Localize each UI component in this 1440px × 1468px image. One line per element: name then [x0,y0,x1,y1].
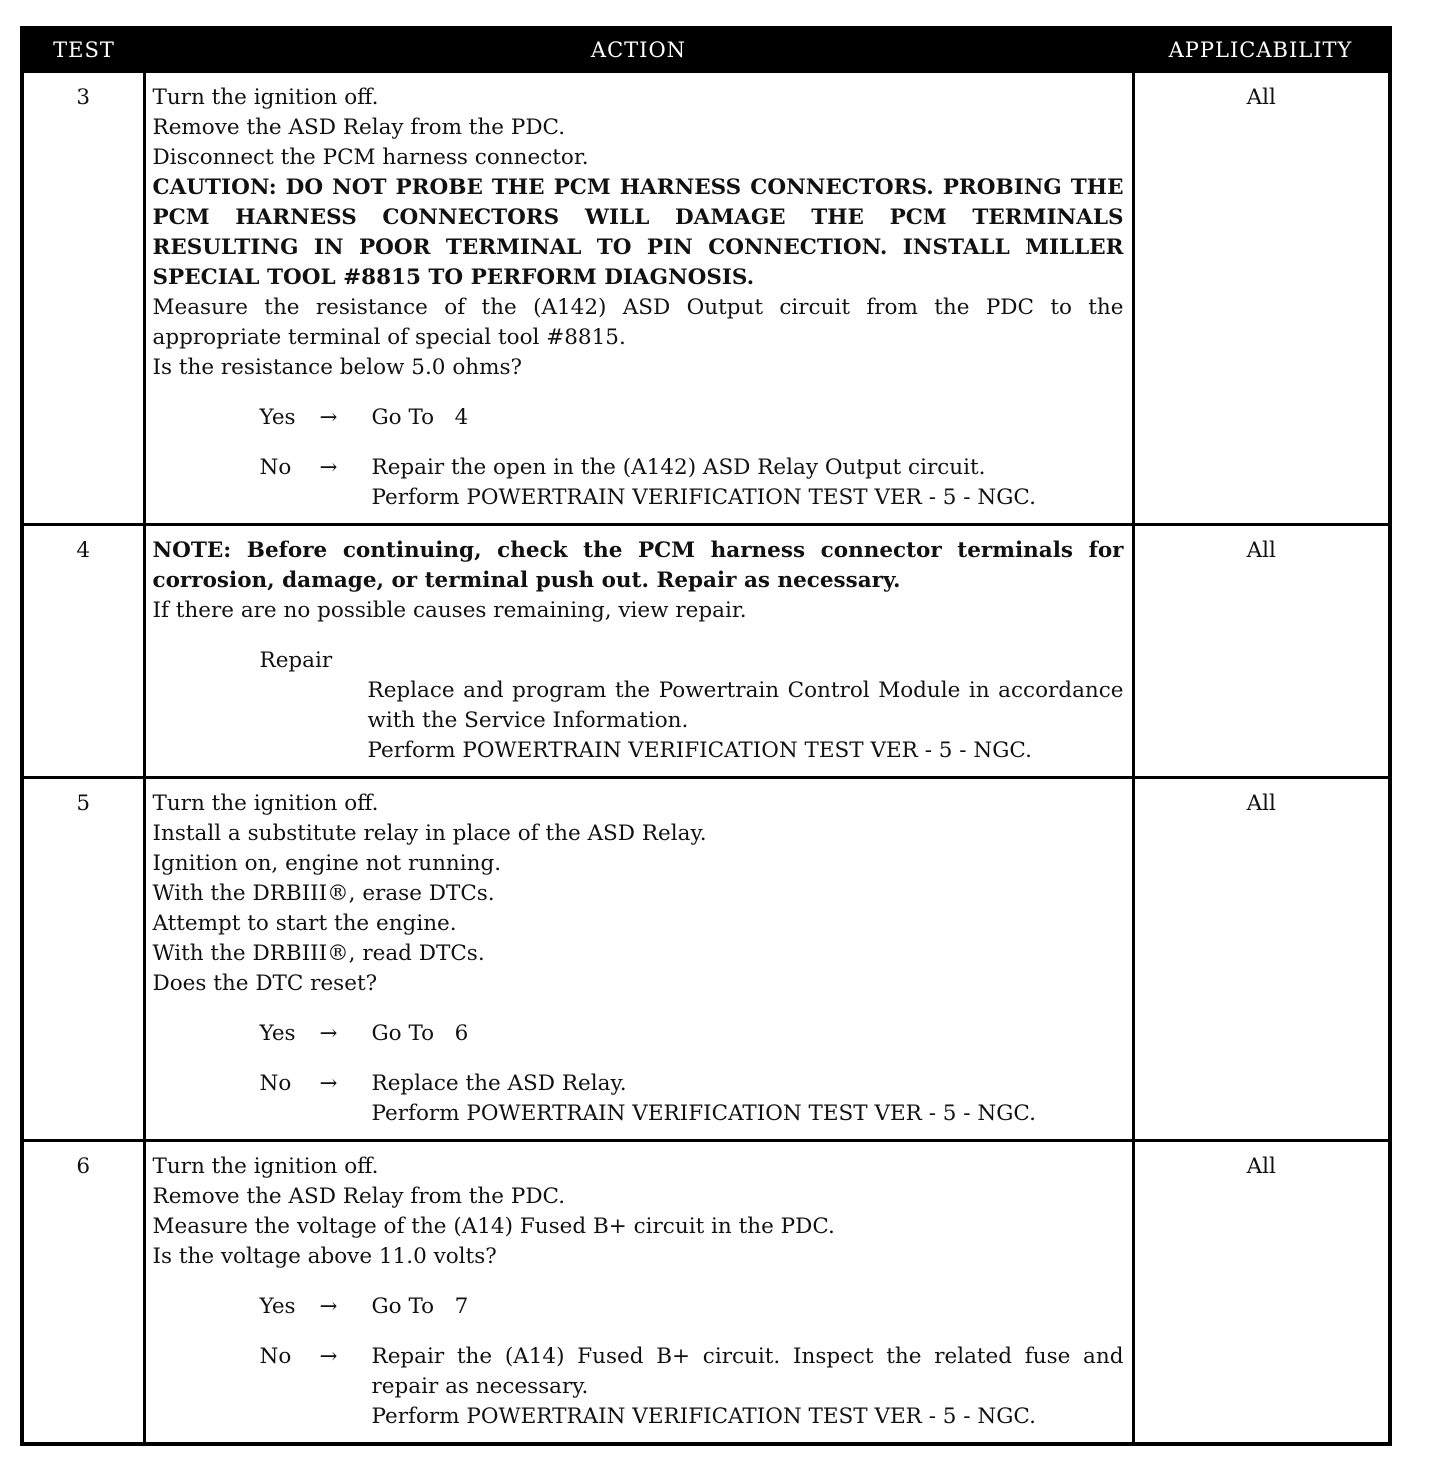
no-label: No [259,1344,292,1369]
table-row [22,72,1390,525]
yes-branch [260,1019,1124,1049]
no-perform-text: Perform POWERTRAIN VERIFICATION TEST VER - 5 - NGC. [371,1404,1036,1429]
applicability-value: All [1133,525,1390,778]
no-label: No [259,1071,292,1096]
action-cell [144,525,1133,778]
test-table [20,26,1392,1446]
applicability-value: All [1133,778,1390,1141]
arrow-right-icon: → [319,1071,338,1096]
arrow-right-icon: → [319,1344,338,1369]
yes-branch [260,1292,1124,1322]
yes-text: Go To 7 [371,1294,469,1319]
step-text: Measure the voltage of the (A14) Fused B+ circuit in the PDC. [152,1214,835,1239]
step-text: Turn the ignition off. [152,1154,379,1179]
no-text: Repair the (A14) Fused B+ circuit. Inspect the related fuse and repair as necessary. [371,1344,1124,1399]
test-number: 3 [22,72,144,525]
note-text: NOTE: Before continuing, check the PCM harness connector terminals for corrosion, damage, or terminal push out. Repair as necessary. [152,538,1124,593]
test-number: 5 [22,778,144,1141]
action-cell [144,72,1133,525]
arrow-right-icon: → [319,405,338,430]
arrow-right-icon: → [319,455,338,480]
diagnostic-procedure-table [20,26,1388,1446]
table-row [22,778,1390,1141]
no-text: Replace the ASD Relay. [371,1071,627,1096]
no-branch [260,453,1124,513]
step-text: Disconnect the PCM harness connector. [152,145,589,170]
table-row [22,1141,1390,1445]
step-text: Ignition on, engine not running. [152,851,502,876]
no-branch [260,1069,1124,1129]
question-text: Is the resistance below 5.0 ohms? [152,355,523,380]
step-text: Measure the resistance of the (A142) ASD Output circuit from the PDC to the appropriate terminal of special tool #8815. [152,295,1124,350]
step-text: Attempt to start the engine. [152,911,457,936]
action-cell [144,1141,1133,1445]
action-cell [144,778,1133,1141]
step-text: Turn the ignition off. [152,85,379,110]
yes-label: Yes [259,1294,296,1319]
table-row [22,525,1390,778]
yes-label: Yes [259,405,296,430]
arrow-right-icon: → [319,1021,338,1046]
header-applicability: APPLICABILITY [1133,28,1390,72]
no-label: No [259,455,292,480]
applicability-value: All [1133,1141,1390,1445]
step-text: With the DRBIII®, erase DTCs. [152,881,495,906]
step-text: With the DRBIII®, read DTCs. [152,941,485,966]
step-text: If there are no possible causes remaining, view repair. [152,598,747,623]
test-number: 4 [22,525,144,778]
table-header-row [22,28,1390,72]
step-text: Remove the ASD Relay from the PDC. [152,1184,566,1209]
test-number: 6 [22,1141,144,1445]
no-text: Repair the open in the (A142) ASD Relay Output circuit. [371,455,986,480]
applicability-value: All [1133,72,1390,525]
step-text: Remove the ASD Relay from the PDC. [152,115,566,140]
step-text: Install a substitute relay in place of the ASD Relay. [152,821,707,846]
caution-text: CAUTION: DO NOT PROBE THE PCM HARNESS CONNECTORS. PROBING THE PCM HARNESS CONNECTORS WILL DAMAGE THE PCM TERMINALS RESULTING IN POOR TERMINAL TO PIN CONNECTION. INSTALL MILLER SPECIAL TOOL #8815 TO PERFORM DIAGNOSIS. [152,175,1124,290]
yes-branch [260,403,1124,433]
no-perform-text: Perform POWERTRAIN VERIFICATION TEST VER - 5 - NGC. [371,1101,1036,1126]
question-text: Does the DTC reset? [152,971,378,996]
yes-text: Go To 6 [371,1021,469,1046]
repair-text: Replace and program the Powertrain Control Module in accordance with the Service Information. [367,678,1124,733]
no-perform-text: Perform POWERTRAIN VERIFICATION TEST VER - 5 - NGC. [371,485,1036,510]
repair-label: Repair [259,648,333,673]
no-branch [260,1342,1124,1432]
arrow-right-icon: → [319,1294,338,1319]
question-text: Is the voltage above 11.0 volts? [152,1244,497,1269]
yes-text: Go To 4 [371,405,469,430]
repair-perform-text: Perform POWERTRAIN VERIFICATION TEST VER - 5 - NGC. [367,738,1032,763]
header-test: TEST [22,28,144,72]
step-text: Turn the ignition off. [152,791,379,816]
yes-label: Yes [259,1021,296,1046]
header-action: ACTION [144,28,1133,72]
